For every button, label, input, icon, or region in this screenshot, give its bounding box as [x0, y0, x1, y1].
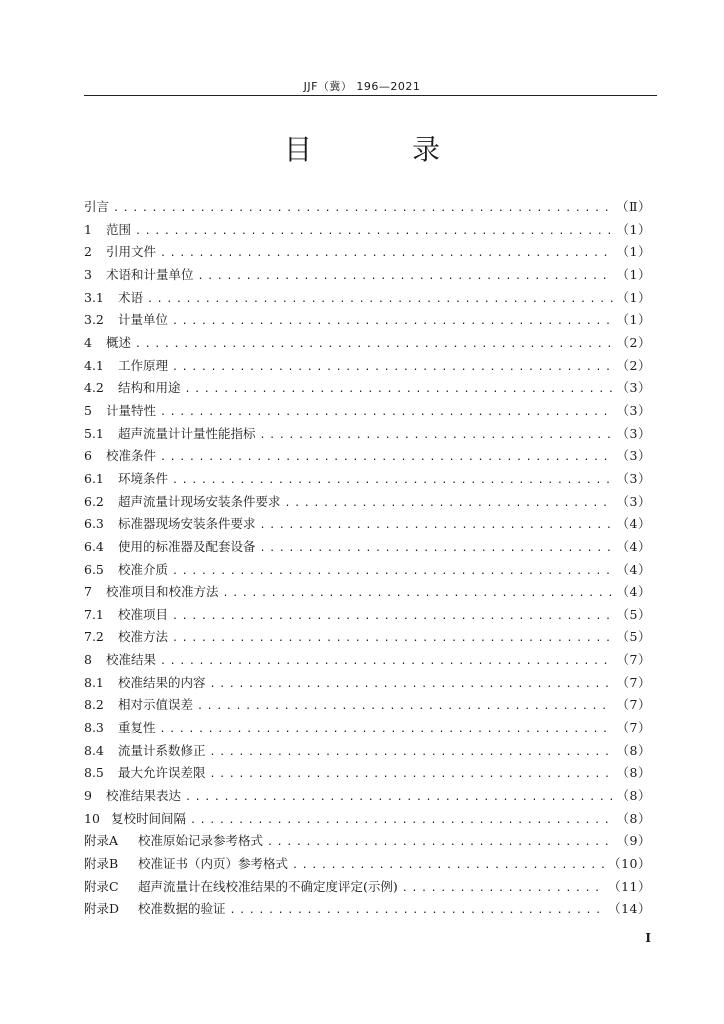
toc-leader-dots — [185, 379, 613, 400]
toc-entry-label: 校准介质 — [118, 561, 169, 577]
toc-entry-page: （Ⅱ） — [616, 199, 651, 214]
toc-entry — [84, 241, 651, 264]
page-title: 目 录 — [283, 133, 476, 166]
toc-entry-page: （14） — [608, 901, 651, 917]
toc-entry-label: 校准方法 — [118, 629, 169, 645]
toc-entry-page: （7） — [616, 697, 651, 713]
toc-entry-label: 术语 — [118, 289, 144, 305]
toc-entry-number: 8.4 — [84, 742, 104, 758]
toc-entry-number: 5 — [84, 402, 92, 418]
toc-entry-label: 环境条件 — [118, 470, 169, 486]
toc-entry-page: （8） — [616, 742, 651, 758]
toc-entry — [84, 468, 651, 491]
toc-leader-dots — [267, 832, 613, 853]
toc-entry-label: 结构和用途 — [118, 380, 181, 396]
toc-entry — [84, 536, 651, 559]
toc-entry-label: 引用文件 — [106, 244, 157, 260]
page-number: I — [645, 931, 651, 945]
toc-entry-label: 计量单位 — [118, 312, 169, 328]
toc-leader-dots — [260, 538, 613, 559]
toc-entry — [84, 898, 651, 921]
toc-entry-number: 1 — [84, 221, 92, 237]
toc-entry-label: 校准项目和校准方法 — [106, 584, 219, 600]
document-header: JJF（冀） 196—2021 — [303, 80, 421, 93]
toc-entry — [84, 808, 651, 831]
toc-entry-label: 校准证书（内页）参考格式 — [138, 856, 289, 872]
toc-entry — [84, 513, 651, 536]
toc-entry-label: 工作原理 — [118, 357, 169, 373]
toc-entry-page: （8） — [616, 765, 651, 781]
toc-leader-dots — [172, 357, 613, 378]
toc-entry-label: 标准器现场安装条件要求 — [118, 516, 256, 532]
toc-leader-dots — [160, 243, 613, 264]
toc-entry — [84, 626, 651, 649]
toc-leader-dots — [113, 198, 612, 219]
toc-entry-label: 校准条件 — [106, 448, 157, 464]
toc-entry — [84, 830, 651, 853]
table-of-contents — [84, 196, 651, 921]
toc-entry-page: （2） — [616, 357, 651, 373]
toc-entry-number: 8.2 — [84, 697, 104, 713]
toc-leader-dots — [147, 289, 613, 310]
toc-entry-label: 流量计系数修正 — [118, 742, 206, 758]
toc-entry-page: （5） — [616, 629, 651, 645]
toc-entry-number: 附录A — [84, 833, 119, 849]
toc-entry-page: （9） — [616, 833, 651, 849]
toc-entry-number: 8 — [84, 652, 92, 668]
toc-entry-label: 校准结果的内容 — [118, 674, 206, 690]
toc-leader-dots — [172, 628, 613, 649]
toc-entry-label: 使用的标准器及配套设备 — [118, 538, 256, 554]
toc-entry-page: （1） — [616, 312, 651, 328]
toc-leader-dots — [160, 402, 613, 423]
toc-entry-number: 4.2 — [84, 380, 104, 396]
toc-entry-number: 6.5 — [84, 561, 104, 577]
toc-leader-dots — [160, 447, 613, 468]
toc-entry — [84, 264, 651, 287]
toc-entry — [84, 332, 651, 355]
toc-entry-label: 最大允许误差限 — [118, 765, 206, 781]
toc-leader-dots — [260, 425, 613, 446]
toc-leader-dots — [210, 674, 613, 695]
toc-entry-page: （8） — [616, 810, 651, 826]
toc-entry-page: （7） — [616, 652, 651, 668]
toc-entry-number: 6.4 — [84, 538, 104, 554]
toc-leader-dots — [260, 515, 613, 536]
toc-entry-number: 6.3 — [84, 516, 104, 532]
toc-leader-dots — [172, 311, 613, 332]
toc-entry-page: （5） — [616, 606, 651, 622]
toc-entry-page: （1） — [616, 266, 651, 282]
toc-entry-page: （4） — [616, 584, 651, 600]
toc-entry — [84, 876, 651, 899]
toc-entry-label: 校准数据的验证 — [138, 901, 226, 917]
toc-entry-number: 7.1 — [84, 606, 104, 622]
toc-entry-page: （3） — [616, 448, 651, 464]
toc-entry-page: （1） — [616, 244, 651, 260]
toc-leader-dots — [185, 787, 613, 808]
toc-entry-label: 引言 — [84, 199, 110, 214]
toc-entry-number: 3 — [84, 266, 92, 282]
toc-entry-label: 超声流量计现场安装条件要求 — [118, 493, 281, 509]
toc-entry — [84, 649, 651, 672]
toc-entry — [84, 717, 651, 740]
toc-entry — [84, 694, 651, 717]
toc-entry — [84, 785, 651, 808]
toc-entry-number: 8.5 — [84, 765, 104, 781]
toc-leader-dots — [223, 583, 613, 604]
toc-entry-label: 校准结果 — [106, 652, 157, 668]
header-rule — [84, 95, 657, 96]
toc-entry-page: （3） — [616, 425, 651, 441]
toc-entry-number: 10 — [84, 810, 100, 826]
toc-leader-dots — [135, 221, 613, 242]
toc-entry-label: 校准结果表达 — [106, 788, 182, 804]
toc-entry-label: 术语和计量单位 — [106, 266, 194, 282]
toc-entry-number: 4 — [84, 334, 92, 350]
toc-entry-label: 重复性 — [118, 720, 156, 736]
toc-entry — [84, 559, 651, 582]
toc-leader-dots — [160, 651, 613, 672]
toc-entry — [84, 196, 651, 219]
toc-leader-dots — [285, 493, 613, 514]
toc-entry-page: （11） — [608, 878, 651, 894]
toc-entry — [84, 219, 651, 242]
toc-entry-number: 8.1 — [84, 674, 104, 690]
toc-entry-number: 3.1 — [84, 289, 104, 305]
toc-entry — [84, 491, 651, 514]
toc-leader-dots — [198, 266, 613, 287]
toc-entry-number: 附录D — [84, 901, 120, 917]
toc-entry-label: 复校时间间隔 — [111, 810, 187, 826]
toc-entry — [84, 377, 651, 400]
toc-entry-label: 校准项目 — [118, 606, 169, 622]
toc-entry-number: 7.2 — [84, 629, 104, 645]
toc-leader-dots — [402, 878, 604, 899]
toc-entry-number: 附录C — [84, 878, 119, 894]
toc-leader-dots — [135, 334, 613, 355]
toc-entry — [84, 287, 651, 310]
toc-leader-dots — [197, 696, 613, 717]
toc-entry — [84, 672, 651, 695]
toc-leader-dots — [210, 764, 613, 785]
toc-entry — [84, 604, 651, 627]
toc-entry — [84, 853, 651, 876]
toc-entry-number: 4.1 — [84, 357, 104, 373]
toc-entry-page: （3） — [616, 402, 651, 418]
toc-entry-label: 相对示值误差 — [118, 697, 194, 713]
toc-entry-page: （1） — [616, 289, 651, 305]
toc-entry — [84, 581, 651, 604]
toc-entry-page: （4） — [616, 516, 651, 532]
toc-entry-number: 9 — [84, 788, 92, 804]
toc-leader-dots — [172, 561, 613, 582]
toc-entry-label: 超声流量计在线校准结果的不确定度评定(示例) — [138, 878, 398, 894]
toc-leader-dots — [190, 810, 613, 831]
toc-entry-number: 8.3 — [84, 720, 104, 736]
toc-entry — [84, 740, 651, 763]
toc-leader-dots — [230, 900, 605, 921]
toc-entry — [84, 762, 651, 785]
toc-entry-number: 2 — [84, 244, 92, 260]
toc-entry-number: 7 — [84, 584, 92, 600]
toc-leader-dots — [172, 470, 613, 491]
toc-leader-dots — [172, 606, 613, 627]
toc-entry-number: 6.2 — [84, 493, 104, 509]
toc-entry-label: 超声流量计计量性能指标 — [118, 425, 256, 441]
toc-entry-label: 计量特性 — [106, 402, 157, 418]
toc-entry-page: （7） — [616, 720, 651, 736]
toc-entry-page: （3） — [616, 493, 651, 509]
toc-entry-page: （4） — [616, 538, 651, 554]
toc-leader-dots — [292, 855, 604, 876]
toc-entry — [84, 355, 651, 378]
toc-entry — [84, 445, 651, 468]
toc-entry-page: （4） — [616, 561, 651, 577]
toc-entry-page: （3） — [616, 470, 651, 486]
toc-entry-number: 3.2 — [84, 312, 104, 328]
toc-entry-page: （7） — [616, 674, 651, 690]
toc-entry-label: 概述 — [106, 334, 132, 350]
toc-entry-page: （2） — [616, 334, 651, 350]
toc-entry — [84, 423, 651, 446]
toc-entry-page: （1） — [616, 221, 651, 237]
toc-entry-label: 校准原始记录参考格式 — [138, 833, 264, 849]
toc-entry-page: （3） — [616, 380, 651, 396]
toc-entry — [84, 400, 651, 423]
toc-leader-dots — [210, 742, 613, 763]
toc-entry — [84, 309, 651, 332]
toc-entry-number: 6.1 — [84, 470, 104, 486]
toc-leader-dots — [160, 719, 613, 740]
toc-entry-page: （8） — [616, 788, 651, 804]
toc-entry-number: 附录B — [84, 856, 119, 872]
toc-entry-page: （10） — [608, 856, 651, 872]
toc-entry-number: 5.1 — [84, 425, 104, 441]
toc-entry-number: 6 — [84, 448, 92, 464]
toc-entry-label: 范围 — [106, 221, 132, 237]
